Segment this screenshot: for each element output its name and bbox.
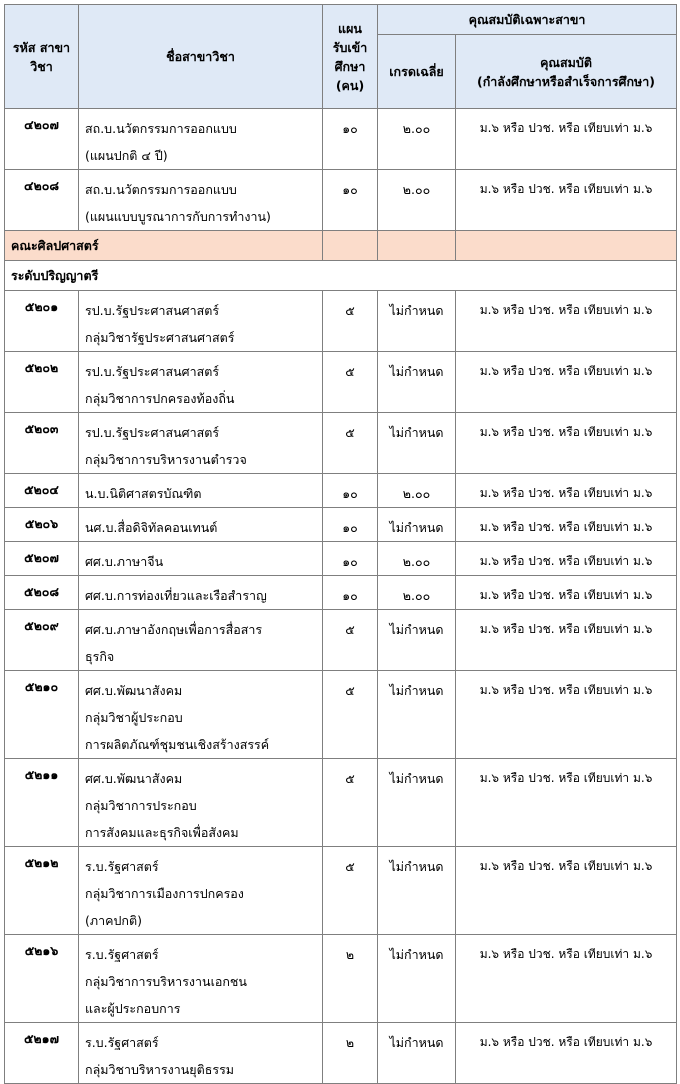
program-name-line: ศศ.บ.ภาษาจีน bbox=[85, 554, 164, 569]
qualification: ม.๖ หรือ ปวช. หรือ เทียบเท่า ม.๖ bbox=[456, 759, 677, 847]
qualification: ม.๖ หรือ ปวช. หรือ เทียบเท่า ม.๖ bbox=[456, 109, 677, 170]
min-gpa: ไม่กำหนด bbox=[378, 291, 456, 352]
level-row bbox=[5, 261, 677, 291]
program-name-line: นศ.บ.สื่อดิจิทัลคอนเทนต์ bbox=[85, 520, 218, 535]
program-name-line: กลุ่มวิชาการประกอบ bbox=[85, 798, 197, 813]
min-gpa: ไม่กำหนด bbox=[378, 610, 456, 671]
qualification: ม.๖ หรือ ปวช. หรือ เทียบเท่า ม.๖ bbox=[456, 1023, 677, 1084]
admission-plan: ๕ bbox=[323, 610, 378, 671]
program-name bbox=[79, 1023, 323, 1084]
program-name-line: กลุ่มวิชาบริหารงานยุติธรรม bbox=[85, 1062, 235, 1077]
table-row bbox=[5, 542, 677, 576]
program-name bbox=[79, 935, 323, 1023]
qualification: ม.๖ หรือ ปวช. หรือ เทียบเท่า ม.๖ bbox=[456, 610, 677, 671]
header-qualification-note: (กำลังศึกษาหรือสำเร็จการศึกษา) bbox=[476, 73, 656, 89]
admission-plan: ๕ bbox=[323, 759, 378, 847]
header-qual-group: คุณสมบัติเฉพาะสาขา bbox=[378, 5, 677, 35]
table-row bbox=[5, 847, 677, 935]
program-code: ๕๒๐๙ bbox=[5, 610, 79, 671]
program-name-line: ศศ.บ.พัฒนาสังคม bbox=[85, 771, 183, 786]
table-row bbox=[5, 413, 677, 474]
program-name-line: กลุ่มวิชาการบริหารงานเอกชน bbox=[85, 974, 247, 989]
min-gpa: ไม่กำหนด bbox=[378, 847, 456, 935]
min-gpa: ๒.๐๐ bbox=[378, 170, 456, 231]
admission-plan: ๕ bbox=[323, 352, 378, 413]
table-row bbox=[5, 1023, 677, 1084]
program-name-line: ร.บ.รัฐศาสตร์ bbox=[85, 947, 159, 962]
program-code: ๕๒๐๓ bbox=[5, 413, 79, 474]
admission-plan: ๕ bbox=[323, 291, 378, 352]
table-row bbox=[5, 474, 677, 508]
table-row bbox=[5, 671, 677, 759]
table-row bbox=[5, 610, 677, 671]
program-code: ๕๒๐๒ bbox=[5, 352, 79, 413]
program-name bbox=[79, 474, 323, 508]
program-code: ๕๒๑๗ bbox=[5, 1023, 79, 1084]
program-name-line: กลุ่มวิชาการบริหารงานตำรวจ bbox=[85, 452, 247, 467]
program-name-line: การผลิตภัณฑ์ชุมชนเชิงสร้างสรรค์ bbox=[85, 737, 270, 752]
program-code: ๔๒๐๗ bbox=[5, 109, 79, 170]
program-name-line: กลุ่มวิชารัฐประศาสนศาสตร์ bbox=[85, 330, 235, 345]
qualification: ม.๖ หรือ ปวช. หรือ เทียบเท่า ม.๖ bbox=[456, 935, 677, 1023]
program-name-line: (แผนปกติ ๔ ปี) bbox=[85, 148, 168, 163]
admission-plan: ๑๐ bbox=[323, 508, 378, 542]
program-name-line: กลุ่มวิชาการปกครองท้องถิ่น bbox=[85, 391, 235, 406]
faculty-empty-cell bbox=[456, 231, 677, 261]
min-gpa: ไม่กำหนด bbox=[378, 759, 456, 847]
faculty-empty-cell bbox=[378, 231, 456, 261]
program-code: ๕๒๐๔ bbox=[5, 474, 79, 508]
header-qualification-title: คุณสมบัติ bbox=[540, 54, 592, 70]
table-body-top bbox=[5, 109, 677, 231]
program-name-line: ธุรกิจ bbox=[85, 649, 115, 664]
qualification: ม.๖ หรือ ปวช. หรือ เทียบเท่า ม.๖ bbox=[456, 170, 677, 231]
min-gpa: ไม่กำหนด bbox=[378, 508, 456, 542]
table-row bbox=[5, 935, 677, 1023]
program-code: ๕๒๑๐ bbox=[5, 671, 79, 759]
min-gpa: ไม่กำหนด bbox=[378, 671, 456, 759]
qualification: ม.๖ หรือ ปวช. หรือ เทียบเท่า ม.๖ bbox=[456, 576, 677, 610]
qualification: ม.๖ หรือ ปวช. หรือ เทียบเท่า ม.๖ bbox=[456, 352, 677, 413]
admission-plan: ๑๐ bbox=[323, 542, 378, 576]
program-code: ๕๒๑๑ bbox=[5, 759, 79, 847]
program-name-line: กลุ่มวิชาการเมืองการปกครอง bbox=[85, 886, 244, 901]
program-name-line: และผู้ประกอบการ bbox=[85, 1001, 181, 1016]
program-name-line: ศศ.บ.การท่องเที่ยวและเรือสำราญ bbox=[85, 588, 267, 603]
program-name-line: สถ.บ.นวัตกรรมการออกแบบ bbox=[85, 182, 237, 197]
min-gpa: ไม่กำหนด bbox=[378, 352, 456, 413]
program-name-line: รป.บ.รัฐประศาสนศาสตร์ bbox=[85, 425, 220, 440]
program-name-line: (ภาคปกติ) bbox=[85, 913, 142, 928]
faculty-section bbox=[5, 231, 677, 291]
header-code: รหัส สาขาวิชา bbox=[5, 5, 79, 109]
program-name bbox=[79, 508, 323, 542]
table-row bbox=[5, 170, 677, 231]
program-name-line: ศศ.บ.ภาษาอังกฤษเพื่อการสื่อสาร bbox=[85, 622, 263, 637]
min-gpa: ๒.๐๐ bbox=[378, 474, 456, 508]
header-qualification bbox=[456, 35, 677, 109]
min-gpa: ไม่กำหนด bbox=[378, 1023, 456, 1084]
admission-plan: ๑๐ bbox=[323, 109, 378, 170]
admission-plan: ๕ bbox=[323, 671, 378, 759]
min-gpa: ไม่กำหนด bbox=[378, 413, 456, 474]
program-name bbox=[79, 352, 323, 413]
program-name bbox=[79, 610, 323, 671]
admission-plan: ๑๐ bbox=[323, 474, 378, 508]
program-name-line: น.บ.นิติศาสตรบัณฑิต bbox=[85, 486, 202, 501]
admission-plan: ๑๐ bbox=[323, 170, 378, 231]
program-code: ๕๒๐๗ bbox=[5, 542, 79, 576]
header-plan: แผน รับเข้า ศึกษา (คน) bbox=[323, 5, 378, 109]
program-name-line: รป.บ.รัฐประศาสนศาสตร์ bbox=[85, 303, 220, 318]
table-row bbox=[5, 291, 677, 352]
qualification: ม.๖ หรือ ปวช. หรือ เทียบเท่า ม.๖ bbox=[456, 291, 677, 352]
program-name-line: ศศ.บ.พัฒนาสังคม bbox=[85, 683, 183, 698]
program-name-line: (แผนแบบบูรณาการกับการทำงาน) bbox=[85, 209, 271, 224]
table-row bbox=[5, 109, 677, 170]
faculty-row bbox=[5, 231, 677, 261]
admission-plan: ๒ bbox=[323, 935, 378, 1023]
program-code: ๕๒๑๒ bbox=[5, 847, 79, 935]
program-code: ๕๒๐๑ bbox=[5, 291, 79, 352]
program-code: ๔๒๐๘ bbox=[5, 170, 79, 231]
qualification: ม.๖ หรือ ปวช. หรือ เทียบเท่า ม.๖ bbox=[456, 413, 677, 474]
program-name bbox=[79, 576, 323, 610]
program-name-line: ร.บ.รัฐศาสตร์ bbox=[85, 1035, 159, 1050]
table-body-main bbox=[5, 291, 677, 1084]
program-name bbox=[79, 759, 323, 847]
program-name bbox=[79, 291, 323, 352]
program-name-line: สถ.บ.นวัตกรรมการออกแบบ bbox=[85, 121, 237, 136]
min-gpa: ๒.๐๐ bbox=[378, 109, 456, 170]
program-name bbox=[79, 413, 323, 474]
program-name bbox=[79, 847, 323, 935]
program-table bbox=[4, 4, 677, 1084]
admission-plan: ๑๐ bbox=[323, 576, 378, 610]
qualification: ม.๖ หรือ ปวช. หรือ เทียบเท่า ม.๖ bbox=[456, 474, 677, 508]
program-code: ๕๒๐๘ bbox=[5, 576, 79, 610]
table-row bbox=[5, 352, 677, 413]
program-name-line: การสังคมและธุรกิจเพื่อสังคม bbox=[85, 825, 239, 840]
qualification: ม.๖ หรือ ปวช. หรือ เทียบเท่า ม.๖ bbox=[456, 671, 677, 759]
program-name-line: กลุ่มวิชาผู้ประกอบ bbox=[85, 710, 183, 725]
min-gpa: ไม่กำหนด bbox=[378, 935, 456, 1023]
header-name: ชื่อสาขาวิชา bbox=[79, 5, 323, 109]
admission-plan: ๒ bbox=[323, 1023, 378, 1084]
table-row bbox=[5, 508, 677, 542]
program-name bbox=[79, 109, 323, 170]
program-name bbox=[79, 542, 323, 576]
level-label: ระดับปริญญาตรี bbox=[5, 261, 677, 291]
admission-plan: ๕ bbox=[323, 413, 378, 474]
program-name bbox=[79, 170, 323, 231]
program-code: ๕๒๐๖ bbox=[5, 508, 79, 542]
min-gpa: ๒.๐๐ bbox=[378, 542, 456, 576]
faculty-empty-cell bbox=[323, 231, 378, 261]
min-gpa: ๒.๐๐ bbox=[378, 576, 456, 610]
table-row bbox=[5, 576, 677, 610]
qualification: ม.๖ หรือ ปวช. หรือ เทียบเท่า ม.๖ bbox=[456, 847, 677, 935]
program-name-line: รป.บ.รัฐประศาสนศาสตร์ bbox=[85, 364, 220, 379]
qualification: ม.๖ หรือ ปวช. หรือ เทียบเท่า ม.๖ bbox=[456, 508, 677, 542]
table-row bbox=[5, 759, 677, 847]
program-code: ๕๒๑๖ bbox=[5, 935, 79, 1023]
qualification: ม.๖ หรือ ปวช. หรือ เทียบเท่า ม.๖ bbox=[456, 542, 677, 576]
program-name-line: ร.บ.รัฐศาสตร์ bbox=[85, 859, 159, 874]
header-grade: เกรดเฉลี่ย bbox=[378, 35, 456, 109]
faculty-label: คณะศิลปศาสตร์ bbox=[5, 231, 323, 261]
program-name bbox=[79, 671, 323, 759]
admission-plan: ๕ bbox=[323, 847, 378, 935]
